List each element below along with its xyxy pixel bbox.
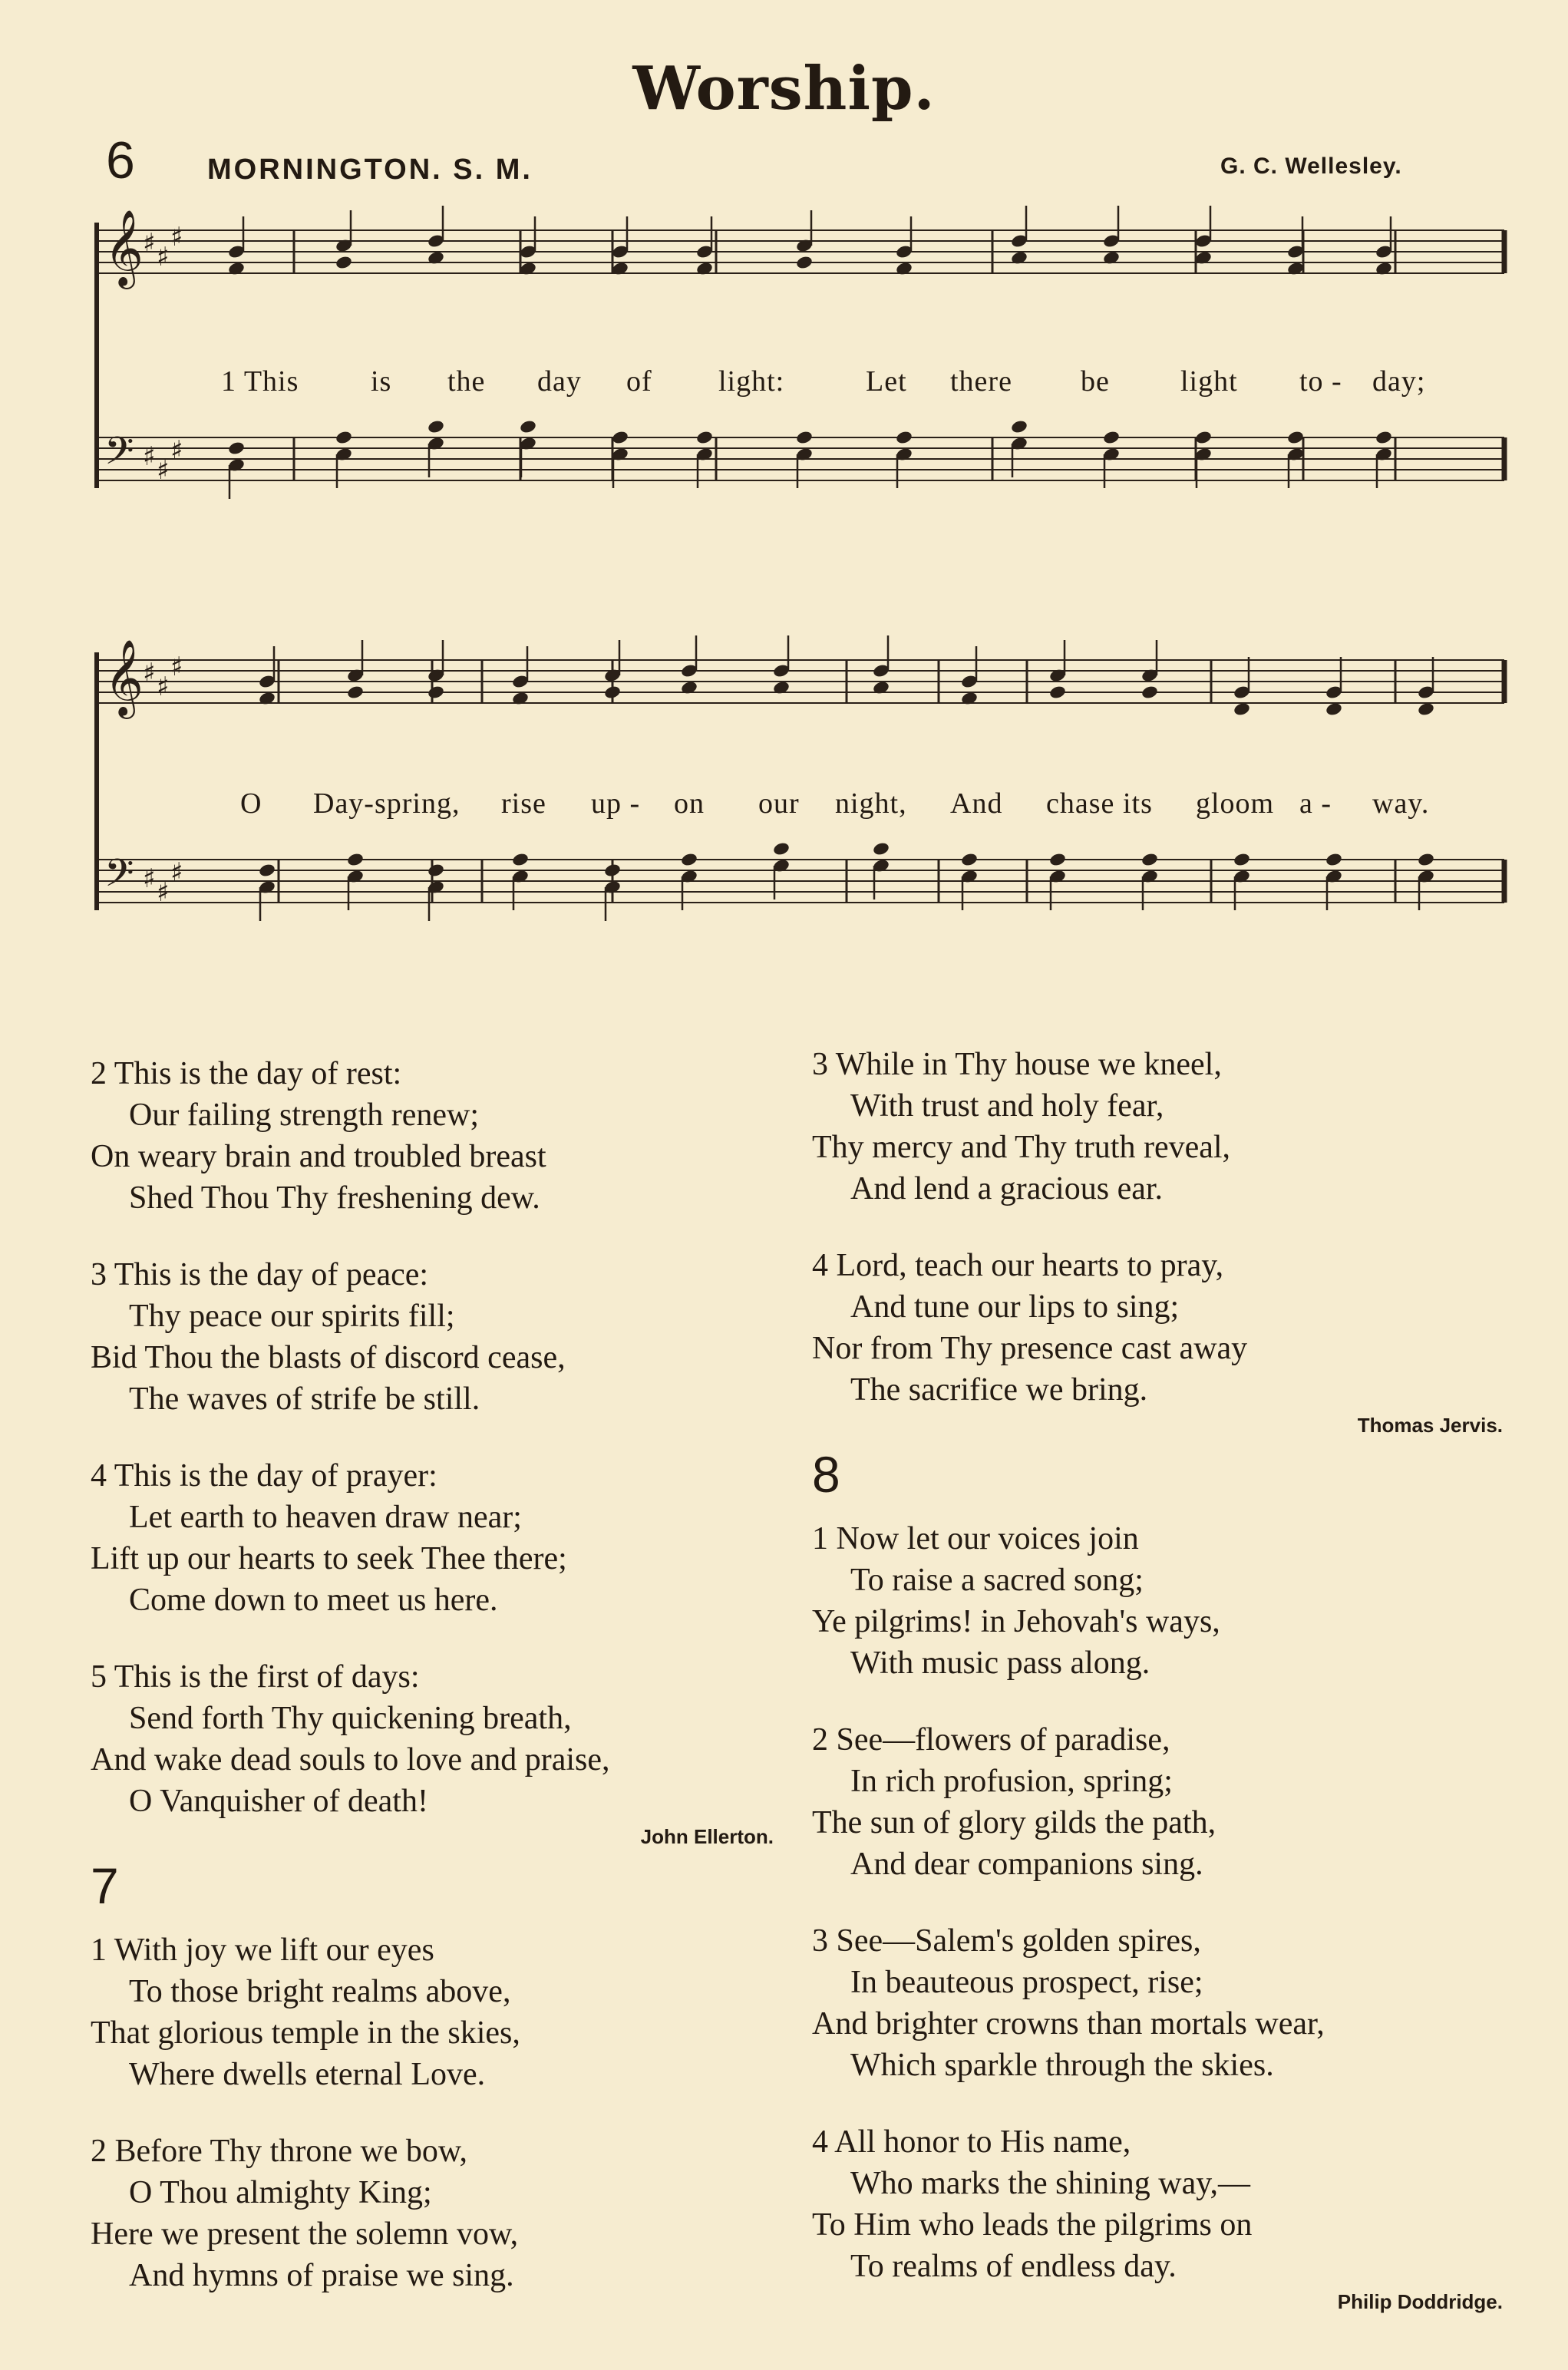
stanza [91,2131,774,2296]
verse-line: Thy peace our spirits fill; [129,1299,455,1334]
note-head [603,863,622,878]
lyric-syllable: up - [591,787,641,820]
verse-line: The waves of strife be still. [129,1381,480,1417]
page-title: Worship. [632,54,936,124]
verse-line: Here we present the solemn vow, [91,2217,519,2252]
verse-line: Our failing strength renew; [129,1098,480,1133]
note-head [1048,852,1067,867]
lyric-syllable: day [537,365,582,398]
note-head [258,863,276,878]
note-head [1010,419,1028,434]
note-head [772,841,791,857]
treble-clef-icon: 𝄞 [104,210,144,286]
verse-line: Which sparkle through the skies. [850,2048,1274,2083]
verse-line: 2 See—flowers of paradise, [812,1722,1170,1758]
note-head [1417,852,1435,867]
note-head [960,852,979,867]
note-head [1417,701,1435,717]
verse-line: The sacrifice we bring. [850,1372,1148,1408]
verse-line: 4 This is the day of prayer: [91,1458,437,1494]
lyric-syllable: on [674,787,705,820]
bass-clef-icon: 𝄢 [104,851,134,905]
stanza [91,1053,774,1219]
lyric-syllable: And [950,787,1003,820]
note-head [1375,430,1393,445]
lyric-syllable: day; [1372,365,1426,398]
sharp-icon: ♯ [170,857,183,888]
verse-line: And tune our lips to sing; [850,1289,1180,1325]
lyric-syllable: to - [1299,365,1342,398]
music-system-1 [91,184,1510,560]
verse-line: O Vanquisher of death! [129,1784,428,1819]
verse-line: Lift up our hearts to seek Thee there; [91,1541,567,1576]
stanza [812,1245,1503,1411]
note-head [795,255,814,270]
music-system-2 [91,629,1510,998]
sharp-icon: ♯ [170,652,183,682]
verse-line: With music pass along. [850,1645,1150,1681]
author-credit: John Ellerton. [640,1825,774,1848]
verse-line: Let earth to heaven draw near; [129,1500,522,1535]
verse-line: 2 This is the day of rest: [91,1056,402,1091]
hymn-number: 8 [812,1446,840,1503]
verse-line: And wake dead souls to love and praise, [91,1742,610,1778]
note-head [227,441,246,456]
verse-line: And brighter crowns than mortals wear, [812,2006,1325,2042]
verse-line: Who marks the shining way,— [850,2166,1251,2201]
verse-line: In beauteous prospect, rise; [850,1965,1203,2000]
sharp-icon: ♯ [157,877,170,908]
stanza [91,1929,774,2095]
author-credit: Philip Doddridge. [1337,2290,1503,2313]
note-head [427,685,445,700]
tune-name: MORNINGTON. S. M. [207,153,533,186]
lyric-syllable: a - [1299,787,1332,820]
verse-line: Thy mercy and Thy truth reveal, [812,1130,1231,1165]
lyric-syllable: way. [1372,787,1430,820]
note-head [427,863,445,878]
treble-clef-icon: 𝄞 [104,639,144,716]
note-head [611,430,629,445]
note-head [427,419,445,434]
sharp-icon: ♯ [170,435,183,466]
note-head [511,852,530,867]
sharp-icon: ♯ [157,455,170,486]
note-head [1325,701,1343,717]
sharp-icon: ♯ [170,222,183,253]
lyric-syllable: its [1123,787,1153,820]
bass-clef-icon: 𝄢 [104,429,134,483]
note-head [346,685,365,700]
note-head [1325,852,1343,867]
note-head [1048,685,1067,700]
left-column-verses [91,1053,774,2332]
sharp-icon: ♯ [143,441,156,472]
verse-line: 1 With joy we lift our eyes [91,1933,434,1968]
verse-line: 5 This is the first of days: [91,1659,420,1695]
verse-line: On weary brain and troubled breast [91,1139,546,1174]
note-head [795,430,814,445]
verse-line: Ye pilgrims! in Jehovah's ways, [812,1604,1220,1639]
verse-line: Send forth Thy quickening breath, [129,1701,572,1736]
verse-line: Shed Thou Thy freshening dew. [129,1180,540,1216]
staff-notation [91,629,1510,998]
sharp-icon: ♯ [157,242,170,272]
stanza [812,1920,1503,2086]
note-head [335,255,353,270]
lyric-syllable: chase [1046,787,1115,820]
note-head [1141,685,1159,700]
lyric-syllable: light [1180,365,1238,398]
note-head [1194,430,1213,445]
hymn-number: 6 [106,131,135,190]
verse-line: 3 While in Thy house we kneel, [812,1047,1222,1082]
note-head [603,685,622,700]
verse-line: Where dwells eternal Love. [129,2057,486,2092]
verse-line: 3 This is the day of peace: [91,1257,429,1292]
verse-line: 4 All honor to His name, [812,2124,1131,2160]
note-head [346,852,365,867]
lyric-syllable: of [626,365,652,398]
note-head [1233,852,1251,867]
verse-line: O Thou almighty King; [129,2175,432,2210]
composer-credit: G. C. Wellesley. [1220,153,1402,179]
lyric-syllable: the [447,365,486,398]
note-head [1141,852,1159,867]
lyric-syllable: be [1081,365,1110,398]
verse-line: To realms of endless day. [850,2249,1177,2284]
verse-line: 4 Lord, teach our hearts to pray, [812,1248,1224,1283]
staff-notation [91,184,1510,560]
note-head [519,419,537,434]
sharp-icon: ♯ [143,863,156,894]
verse-line: The sun of glory gilds the path, [812,1805,1216,1840]
note-head [335,430,353,445]
verse-line: 2 Before Thy throne we bow, [91,2134,468,2169]
lyric-syllable: Let [866,365,907,398]
verse-line: Nor from Thy presence cast away [812,1331,1248,1366]
note-head [895,430,913,445]
sharp-icon: ♯ [143,228,156,259]
sharp-icon: ♯ [143,658,156,688]
stanza [91,1254,774,1420]
verse-line: To Him who leads the pilgrims on [812,2207,1253,2243]
note-head [695,430,714,445]
lyric-syllable: is [371,365,392,398]
lyric-syllable: there [950,365,1012,398]
verse-line: In rich profusion, spring; [850,1764,1173,1799]
verse-line: 3 See—Salem's golden spires, [812,1923,1201,1959]
lyric-syllable: night, [835,787,907,820]
lyric-syllable: gloom [1196,787,1275,820]
stanza [812,1044,1503,1210]
right-column-verses [812,1044,1503,2330]
note-head [680,852,698,867]
verse-line: And lend a gracious ear. [850,1171,1164,1206]
stanza [812,1518,1503,1684]
verse-line: And dear companions sing. [850,1847,1203,1882]
verse-line: With trust and holy fear, [850,1088,1164,1124]
sharp-icon: ♯ [157,672,170,702]
verse-line: To raise a sacred song; [850,1563,1144,1598]
author-credit: Thomas Jervis. [1357,1414,1503,1437]
lyric-syllable: our [758,787,800,820]
verse-line: Come down to meet us here. [129,1583,498,1618]
verse-line: 1 Now let our voices join [812,1521,1139,1556]
note-head [872,841,890,857]
note-head [1286,430,1305,445]
lyric-syllable: O [240,787,262,820]
stanza [812,1719,1503,1885]
lyric-syllable: light: [718,365,785,398]
verse-line: That glorious temple in the skies, [91,2015,520,2051]
stanza [812,2121,1503,2287]
lyric-syllable: 1 This [221,365,299,398]
note-head [1233,701,1251,717]
stanza [91,1455,774,1621]
lyric-syllable: Day-spring, [313,787,460,820]
note-head [1102,430,1121,445]
verse-line: To those bright realms above, [129,1974,511,2009]
verse-line: Bid Thou the blasts of discord cease, [91,1340,566,1375]
stanza [91,1656,774,1822]
verse-line: And hymns of praise we sing. [129,2258,514,2293]
lyric-syllable: rise [501,787,546,820]
hymn-number: 7 [91,1857,119,1914]
